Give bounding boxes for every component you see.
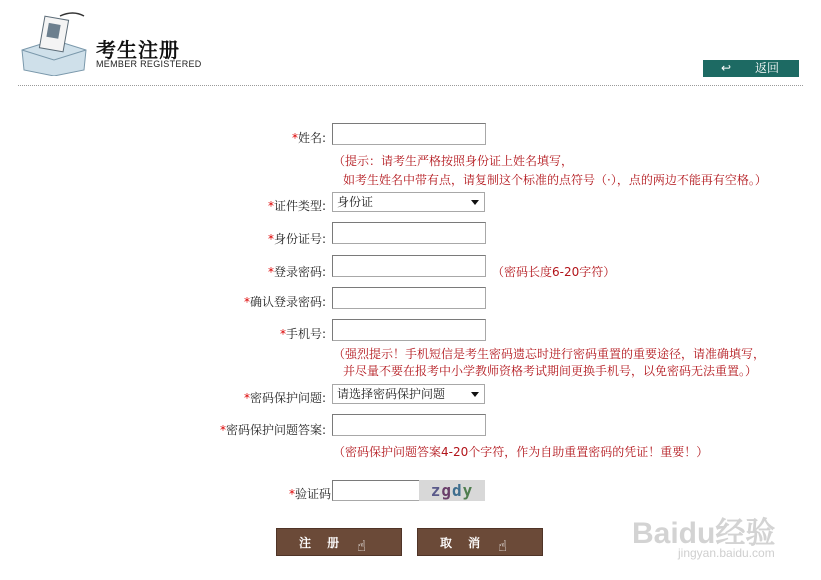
phone-label-text: 手机号: (285, 327, 326, 341)
name-input[interactable] (332, 123, 486, 145)
security-question-label-text: 密码保护问题: (249, 391, 326, 405)
baidu-watermark: Baidu经验 (632, 517, 776, 550)
pointer-hand-icon: ☝ (498, 537, 508, 555)
phone-label (126, 325, 326, 342)
register-button[interactable] (276, 528, 402, 556)
required-mark: * (288, 487, 295, 501)
header-divider (18, 85, 803, 86)
confirm-password-label (126, 293, 326, 310)
page-title: 考生注册 (96, 38, 180, 62)
password-hint: （密码长度6-20字符） (492, 265, 616, 279)
security-answer-hint: （密码保护问题答案4-20个字符，作为自助重置密码的凭证！重要！） (333, 445, 709, 459)
id-number-label (126, 230, 326, 247)
name-hint-line-1: （提示：请考生严格按照身份证上姓名填写， (333, 154, 574, 168)
confirm-password-label-text: 确认登录密码: (249, 295, 326, 309)
cancel-button-label: 取 消 (440, 536, 487, 550)
security-question-selected: 请选择密码保护问题 (337, 387, 446, 401)
phone-input[interactable] (332, 319, 486, 341)
security-question-select[interactable] (332, 384, 485, 404)
page-subtitle: MEMBER REGISTERED (96, 59, 202, 69)
security-answer-input[interactable] (332, 414, 486, 436)
password-label-text: 登录密码: (273, 265, 326, 279)
id-type-label-text: 证件类型: (273, 199, 326, 213)
confirm-password-input[interactable] (332, 287, 486, 309)
required-mark: * (267, 265, 274, 279)
security-answer-label-text: 密码保护问题答案: (225, 423, 326, 437)
security-question-label (126, 389, 326, 406)
captcha-image[interactable] (419, 480, 485, 501)
password-label (126, 263, 326, 280)
dropdown-arrow-icon (471, 200, 479, 205)
captcha-label-text: 验证码 (294, 487, 331, 501)
id-type-label (126, 197, 326, 214)
id-number-label-text: 身份证号: (273, 232, 326, 246)
captcha-input[interactable] (332, 480, 420, 501)
return-arrow-icon: ↩ (721, 61, 732, 75)
required-mark: * (243, 391, 250, 405)
phone-hint-line-1: （强烈提示！手机短信是考生密码遗忘时进行密码重置的重要途径，请准确填写， (333, 347, 766, 361)
back-button[interactable] (703, 60, 799, 77)
id-card-folder-icon (18, 10, 90, 76)
back-button-label: 返回 (755, 61, 780, 75)
name-label (126, 129, 326, 146)
phone-hint-line-2: 并尽量不要在报考中小学教师资格考试期间更换手机号，以免密码无法重置。） (343, 364, 758, 378)
id-type-selected: 身份证 (337, 195, 374, 209)
id-type-select[interactable] (332, 192, 485, 212)
baidu-watermark-url: jingyan.baidu.com (678, 546, 775, 560)
captcha-char: g (441, 481, 452, 500)
required-mark: * (219, 423, 226, 437)
pointer-hand-icon: ☝ (357, 537, 367, 555)
required-mark: * (243, 295, 250, 309)
cancel-button[interactable] (417, 528, 543, 556)
required-mark: * (267, 232, 274, 246)
required-mark: * (279, 327, 286, 341)
name-label-text: 姓名: (297, 131, 326, 145)
register-button-label: 注 册 (299, 536, 346, 550)
dropdown-arrow-icon (471, 392, 479, 397)
captcha-char: d (452, 481, 463, 500)
security-answer-label (126, 421, 326, 438)
required-mark: * (267, 199, 274, 213)
required-mark: * (291, 131, 298, 145)
name-hint-line-2: 如考生姓名中带有点，请复制这个标准的点符号（·），点的两边不能再有空格。） (343, 173, 767, 187)
captcha-label (131, 485, 331, 502)
id-number-input[interactable] (332, 222, 486, 244)
password-input[interactable] (332, 255, 486, 277)
captcha-char: z (430, 481, 442, 500)
captcha-char: y (462, 481, 474, 500)
